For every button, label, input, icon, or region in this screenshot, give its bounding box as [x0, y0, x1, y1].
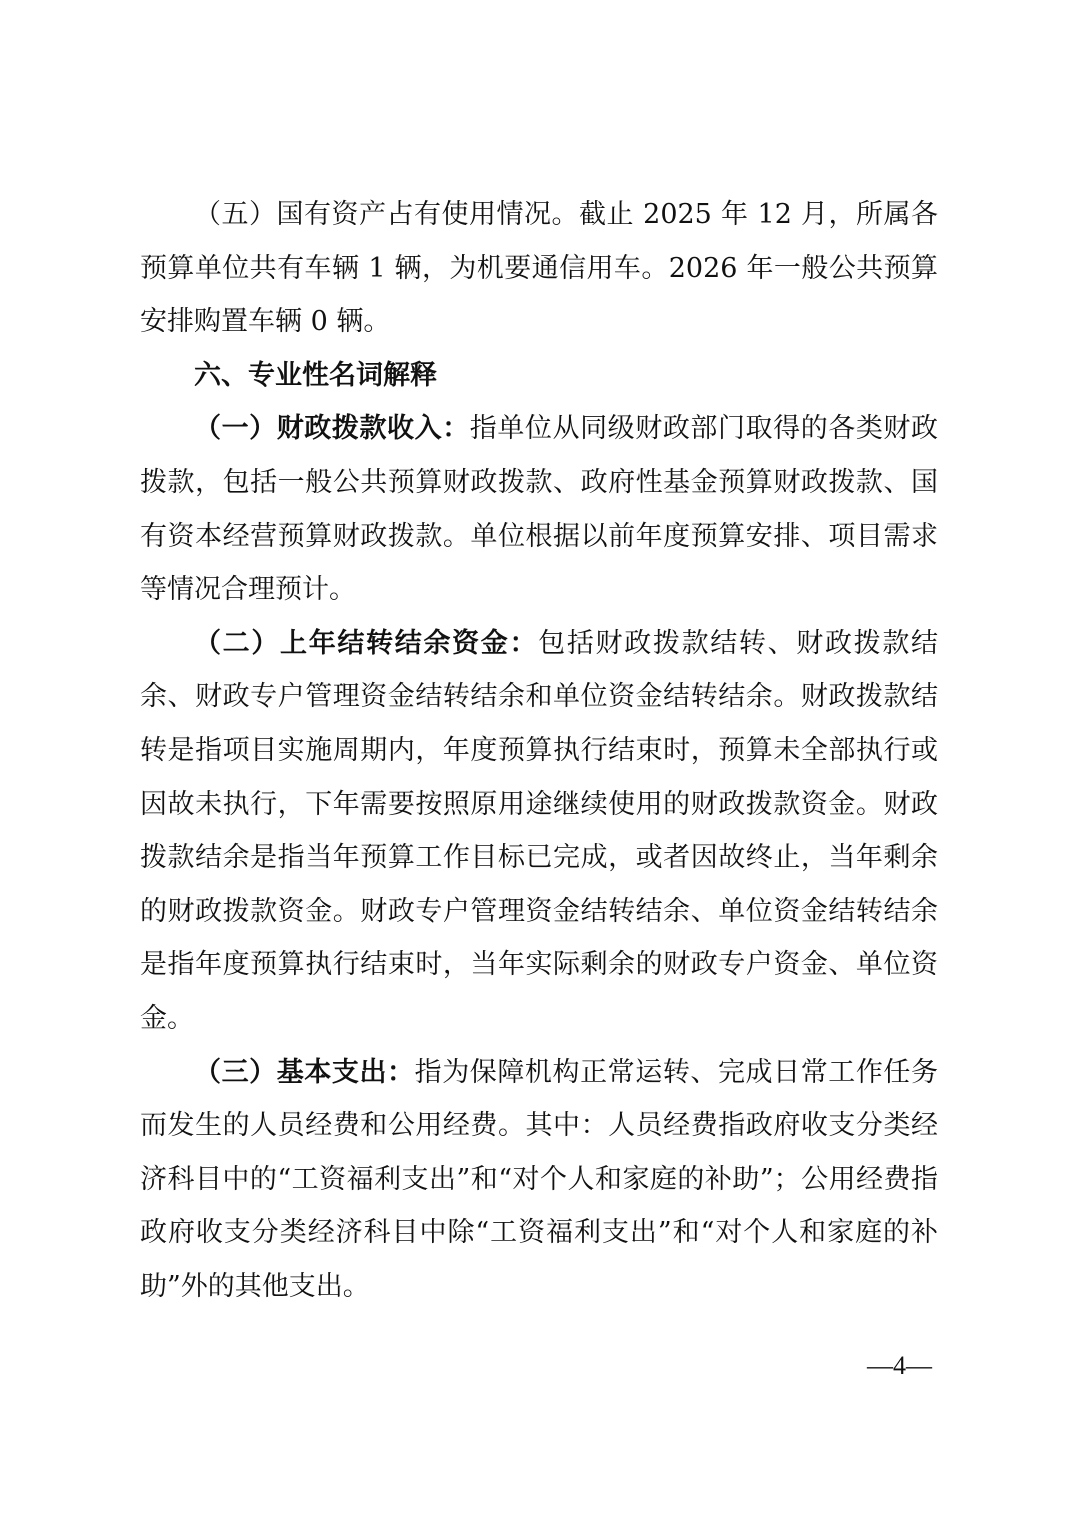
definition-text: 指单位从同级财政部门取得的各类财政拨款，包括一般公共预算财政拨款、政府性基金预算财政拨款、国有资本经营预算财政拨款。单位根据以前年度预算安排、项目需求等情况合理预计。 — [140, 413, 939, 606]
document-body — [140, 188, 938, 1313]
definition-term: （一）财政拨款收入： — [194, 413, 470, 445]
definition-term: （三）基本支出： — [194, 1056, 415, 1088]
paragraph-state-assets — [140, 188, 938, 349]
page-number: —4— — [867, 1351, 932, 1380]
definition-text: 指为保障机构正常运转、完成日常工作任务而发生的人员经费和公用经费。其中：人员经费指政府收支分类经济科目中的“工资福利支出”和“对个人和家庭的补助”；公用经费指政府收支分类经济科目中除“工资福利支出”和“对个人和家庭的补助”外的其他支出。 — [140, 1056, 939, 1302]
definition-carryover-funds — [140, 617, 938, 1046]
definition-basic-expenditure — [140, 1046, 938, 1314]
definition-text: 包括财政拨款结转、财政拨款结余、财政专户管理资金结转结余和单位资金结转结余。财政拨款结转是指项目实施周期内，年度预算执行结束时，预算未全部执行或因故未执行，下年需要按照原用途继续使用的财政拨款资金。财政拨款结余是指当年预算工作目标已完成，或者因故终止，当年剩余的财政拨款资金。财政专户管理资金结转结余、单位资金结转结余是指年度预算执行结束时，当年实际剩余的财政专户资金、单位资金。 — [140, 627, 939, 1034]
definition-term: （二）上年结转结余资金： — [194, 627, 539, 659]
paragraph-text: （五）国有资产占有使用情况。截止 2025 年 12 月，所属各预算单位共有车辆 1 辆，为机要通信用车。2026 年一般公共预算安排购置车辆 0 辆。 — [140, 199, 938, 338]
definition-fiscal-appropriation-income — [140, 402, 938, 616]
section-heading: 六、专业性名词解释 — [194, 359, 437, 391]
